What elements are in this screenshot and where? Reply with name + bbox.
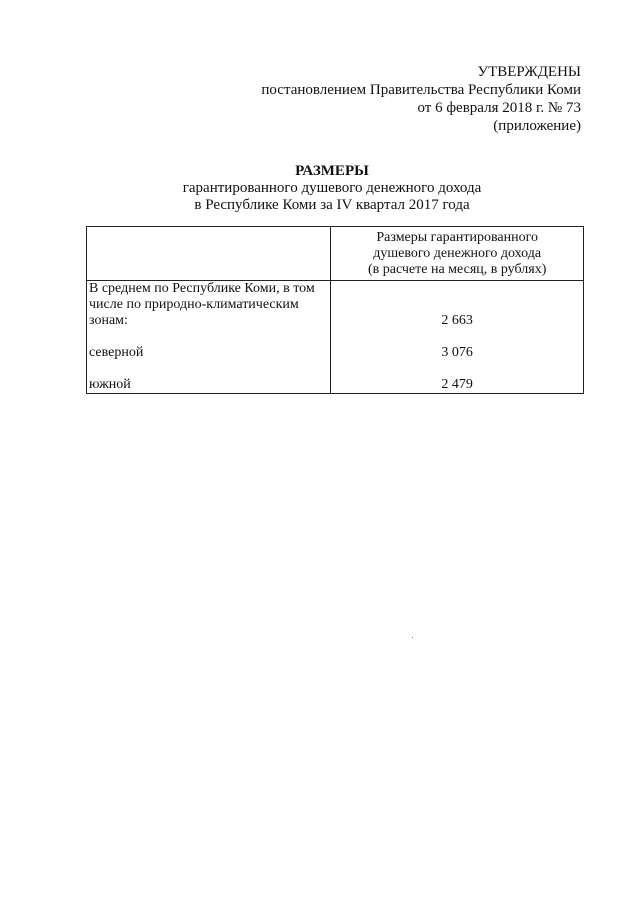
- row-spacer: [331, 361, 583, 377]
- table-header-row: [87, 227, 584, 281]
- header-text-line: душевого денежного дохода: [373, 246, 542, 261]
- header-text-line: (в расчете на месяц, в рублях): [367, 262, 547, 277]
- table-row-average: [87, 281, 584, 394]
- approval-appendix: (приложение): [493, 118, 581, 134]
- value-northern: 3 076: [441, 345, 473, 360]
- income-table: [86, 226, 584, 394]
- value-southern: 2 479: [441, 377, 473, 392]
- title-subtitle-line2: в Республике Коми за IV квартал 2017 года: [194, 197, 470, 213]
- row-label-southern: южной: [89, 377, 131, 392]
- row-label-cell: [87, 281, 331, 394]
- row-spacer: [331, 297, 583, 313]
- row-spacer: [89, 361, 328, 377]
- row-spacer: [331, 329, 583, 345]
- title-heading: РАЗМЕРЫ: [295, 163, 369, 179]
- approval-date: от 6 февраля 2018 г. № 73: [417, 100, 581, 116]
- approval-decree: постановлением Правительства Республики Коми: [261, 82, 581, 98]
- row-label-northern: северной: [89, 345, 144, 360]
- header-empty-cell: [87, 227, 331, 281]
- approval-stamp: [261, 63, 581, 135]
- row-label-line: числе по природно-климатическим: [89, 297, 299, 312]
- header-value-cell: [331, 227, 584, 281]
- row-spacer: [89, 329, 328, 345]
- row-spacer: [331, 281, 583, 297]
- value-average: 2 663: [441, 313, 473, 328]
- title-subtitle-line1: гарантированного душевого денежного дохода: [182, 180, 482, 196]
- scan-speck: [412, 637, 413, 638]
- row-label-line: В среднем по Республике Коми, в том: [89, 281, 315, 296]
- row-label-line: зонам:: [89, 313, 128, 328]
- row-value-cell: [331, 281, 584, 394]
- document-title: [0, 163, 640, 214]
- header-text-line: Размеры гарантированного: [376, 230, 538, 245]
- approval-title: УТВЕРЖДЕНЫ: [477, 64, 581, 80]
